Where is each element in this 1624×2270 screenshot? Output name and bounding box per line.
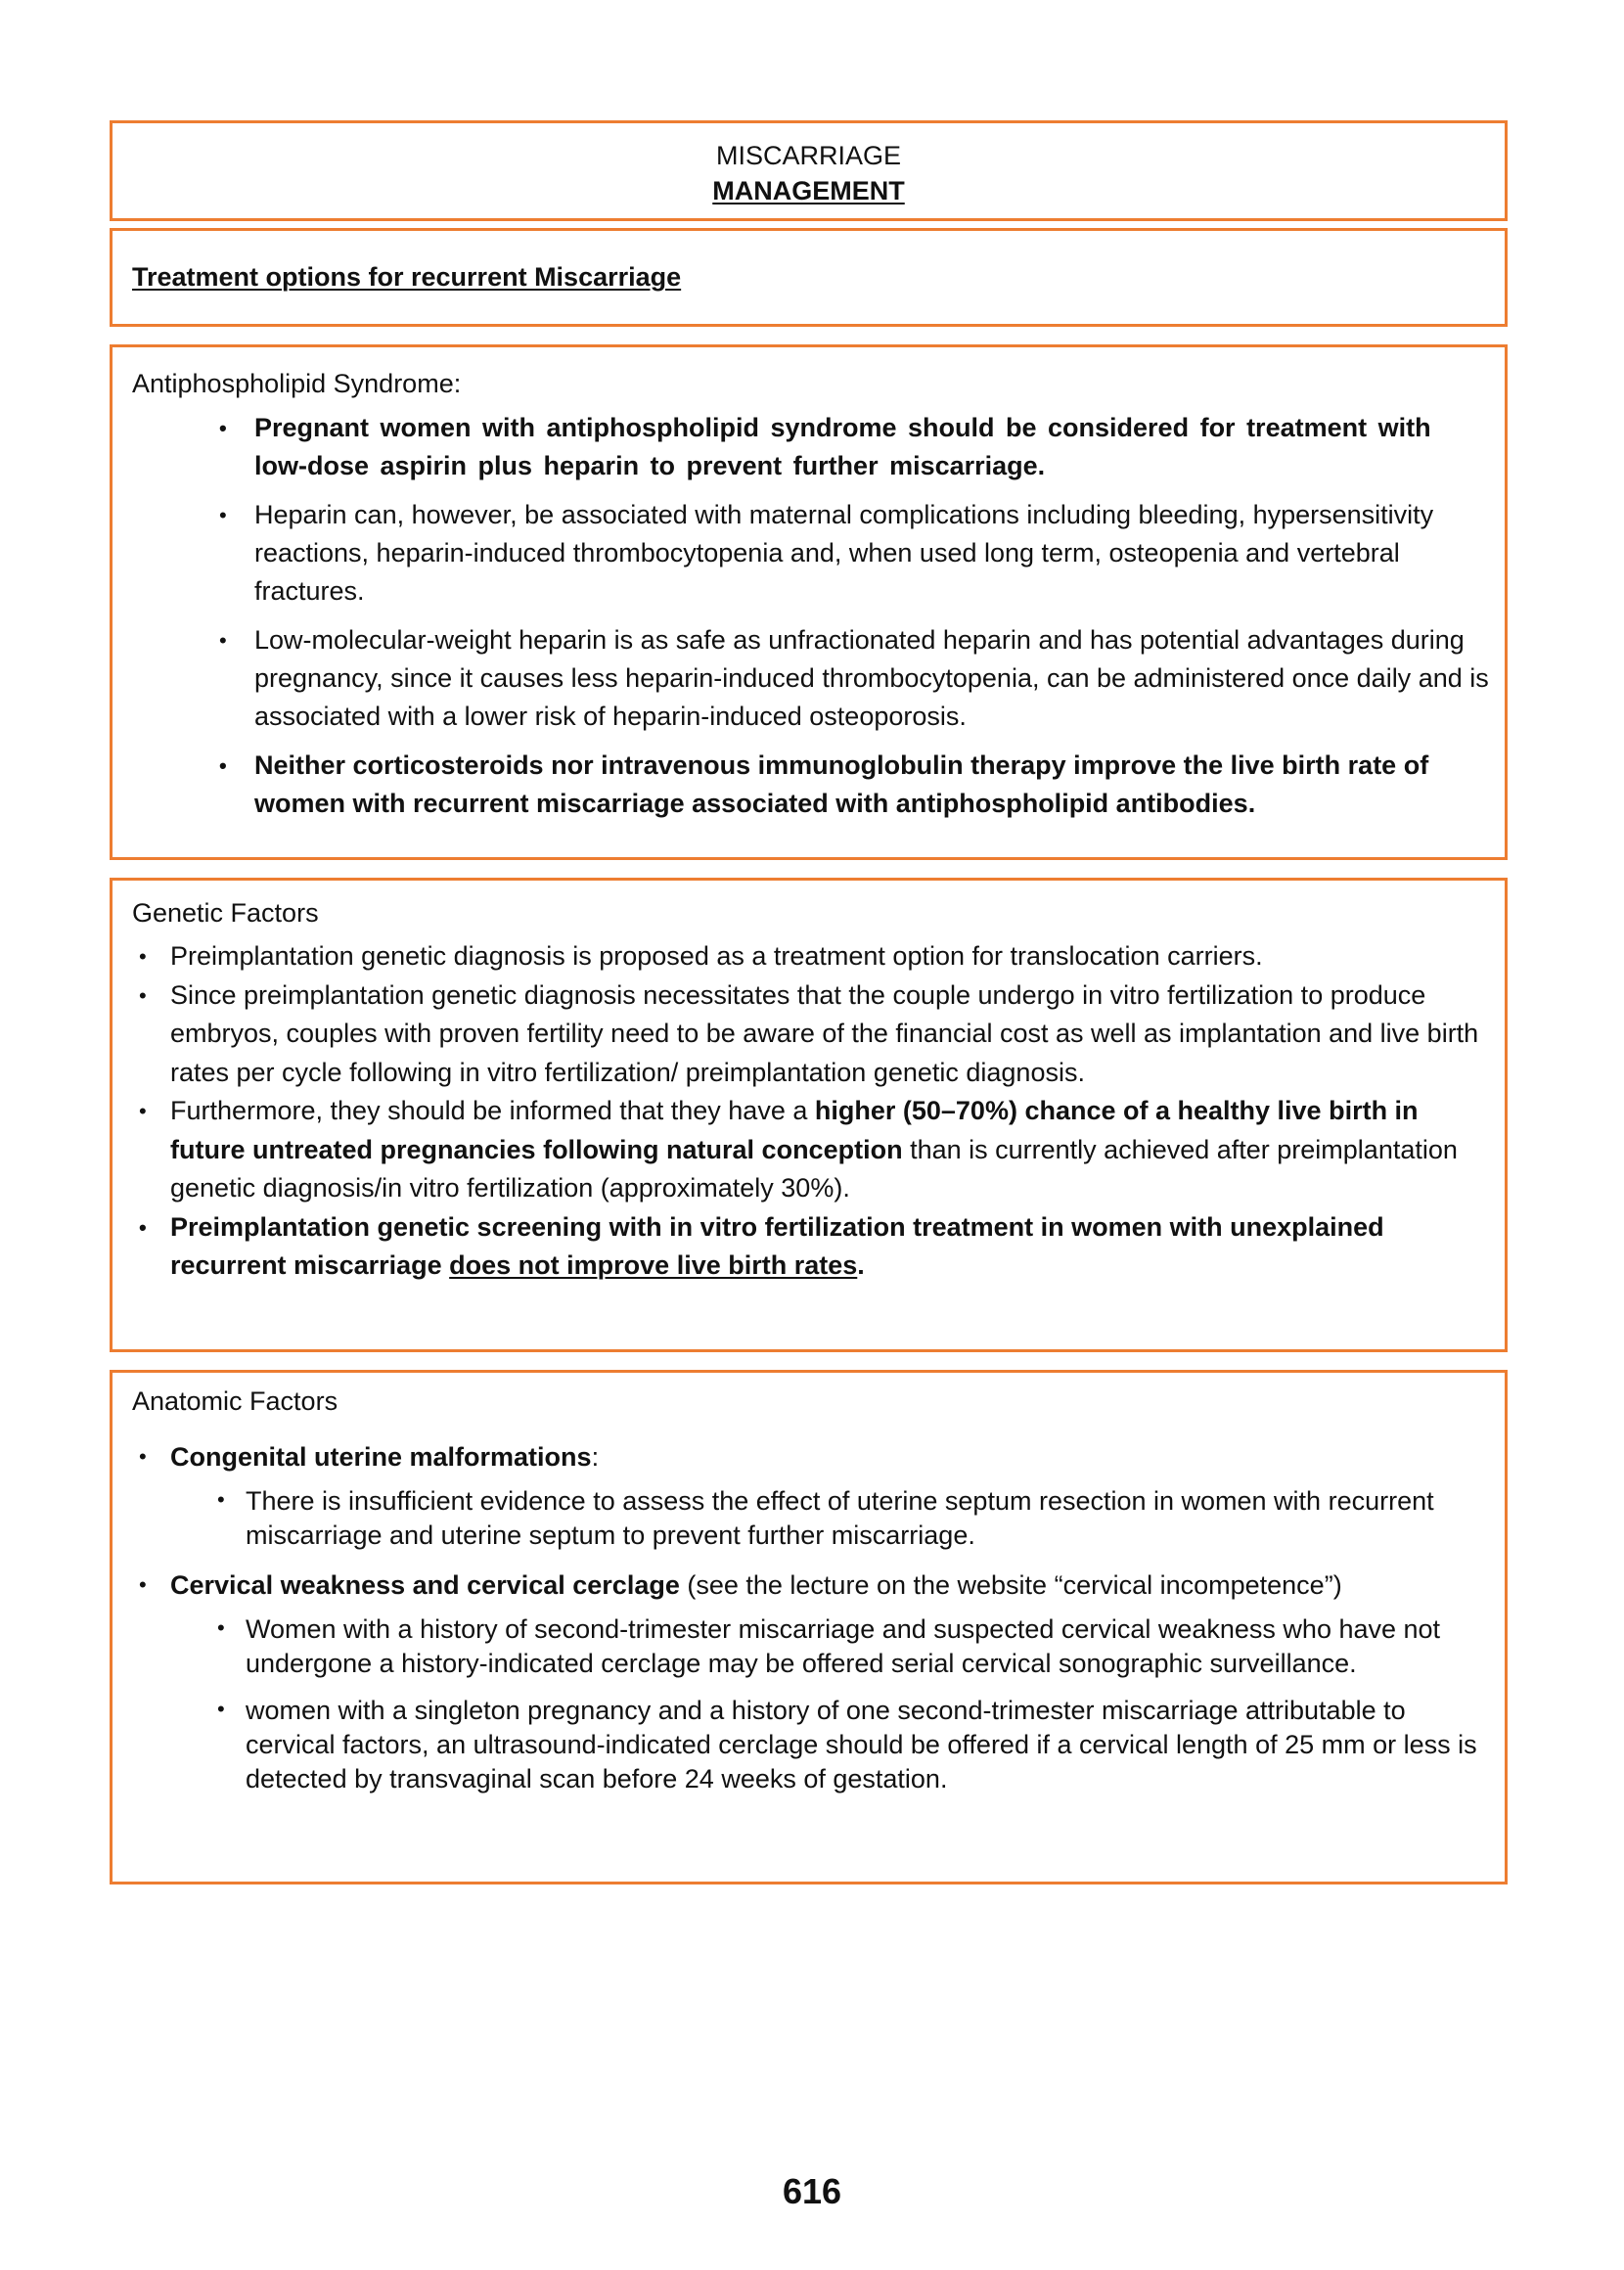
list-item-text: Heparin can, however, be associated with maternal complications including bleeding, hypersensitivity reactions, heparin-induced thrombocytopenia and, when used long term, osteopenia and vertebral fractures.	[254, 500, 1434, 606]
list-item-text-part: Furthermore, they should be informed that they have a	[170, 1096, 815, 1125]
anatomic-list	[139, 1437, 1491, 1809]
subheading: Treatment options for recurrent Miscarriage	[132, 262, 682, 292]
title-box	[110, 120, 1508, 221]
bullet-icon: •	[139, 1572, 147, 1597]
anatomic-factors-section	[110, 1370, 1508, 1884]
sublist-item-text: Women with a history of second-trimester miscarriage and suspected cervical weakness who have not undergone a history-indicated cerclage may be offered serial cervical sonographic surveillance.	[246, 1614, 1441, 1678]
chapter-title: MISCARRIAGE	[715, 141, 902, 170]
bullet-icon: •	[139, 1214, 147, 1240]
bullet-icon: •	[219, 628, 227, 653]
list-item-text: Preimplantation genetic diagnosis is proposed as a treatment option for translocation carriers.	[170, 941, 1263, 971]
list-item	[139, 1566, 1491, 1796]
sublist-item	[217, 1484, 1491, 1553]
list-item-text: Pregnant women with antiphospholipid syndrome should be considered for treatment with low-dose aspirin plus heparin to prevent further miscarriage.	[254, 413, 1431, 480]
list-item-text: Since preimplantation genetic diagnosis necessitates that the couple undergo in vitro fertilization to produce embryos, couples with proven fertility need to be aware of the financial cost as well as implantation and live birth rates per cycle following in vitro fertilization/ preimplantation genetic diagnosis.	[170, 979, 1479, 1087]
antiphospholipid-list	[219, 409, 1491, 834]
sublist-item-text: women with a singleton pregnancy and a history of one second-trimester miscarriage attributable to cervical factors, an ultrasound-indicated cerclage should be offered if a cervical length of 25 mm or less is detected by transvaginal scan before 24 weeks of gestation.	[246, 1696, 1477, 1793]
list-item-suffix: (see the lecture on the website “cervical incompetence”)	[679, 1570, 1342, 1600]
list-item-text-part: .	[857, 1250, 865, 1280]
sublist-item	[217, 1612, 1491, 1681]
sublist-item-text: There is insufficient evidence to assess the effect of uterine septum resection in women with recurrent miscarriage and uterine septum to prevent further miscarriage.	[246, 1486, 1434, 1550]
list-item-text-part: Preimplantation genetic screening with in vitro fertilization treatment in women with unexplained recurrent miscarriage	[170, 1211, 1384, 1280]
genetic-heading: Genetic Factors	[132, 898, 319, 928]
bullet-icon: •	[139, 944, 147, 969]
list-item	[219, 747, 1491, 823]
bullet-icon: •	[219, 503, 227, 527]
list-item	[139, 1092, 1491, 1208]
sublist-item	[217, 1694, 1491, 1796]
congenital-sublist	[217, 1484, 1491, 1553]
list-item	[139, 1208, 1491, 1286]
antiphospholipid-heading: Antiphospholipid Syndrome:	[132, 369, 462, 398]
list-item-text-part: than is currently achieved after preimplantation genetic diagnosis/in vitro fertilization (approximately 30%).	[170, 1134, 1458, 1203]
bullet-icon: •	[219, 416, 227, 440]
bullet-icon: •	[217, 1697, 225, 1721]
bullet-icon: •	[217, 1615, 225, 1640]
anatomic-heading: Anatomic Factors	[132, 1386, 338, 1416]
antiphospholipid-section	[110, 344, 1508, 860]
list-item	[219, 409, 1491, 485]
list-item-suffix: :	[591, 1442, 600, 1472]
subheading-box	[110, 228, 1508, 327]
list-item	[139, 1437, 1491, 1553]
list-item-label: Congenital uterine malformations	[170, 1442, 592, 1472]
bullet-icon: •	[219, 753, 227, 778]
bullet-icon: •	[139, 1444, 147, 1469]
list-item-text-emphasis: does not improve live birth rates	[449, 1250, 858, 1280]
bullet-icon: •	[139, 1099, 147, 1123]
page-number: 616	[782, 2171, 842, 2211]
list-item-text-emphasis: higher (50–70%) chance of a healthy live birth in future untreated pregnancies following natural conception	[170, 1096, 1419, 1164]
list-item-text: Neither corticosteroids nor intravenous immunoglobulin therapy improve the live birth rate of women with recurrent miscarriage associated with antiphospholipid antibodies.	[254, 750, 1429, 818]
list-item	[139, 937, 1491, 976]
list-item	[219, 621, 1491, 736]
section-title: MANAGEMENT	[712, 176, 905, 205]
genetic-factors-section	[110, 878, 1508, 1352]
list-item-label: Cervical weakness and cervical cerclage	[170, 1570, 680, 1600]
list-item	[139, 976, 1491, 1093]
list-item-text: Low-molecular-weight heparin is as safe as unfractionated heparin and has potential advantages during pregnancy, since it causes less heparin-induced thrombocytopenia, can be administered once daily and is associated with a lower risk of heparin-induced osteoporosis.	[254, 625, 1489, 731]
bullet-icon: •	[217, 1487, 225, 1512]
bullet-icon: •	[139, 982, 147, 1008]
cervical-sublist	[217, 1612, 1491, 1796]
list-item	[219, 496, 1491, 611]
genetic-list	[139, 937, 1491, 1286]
